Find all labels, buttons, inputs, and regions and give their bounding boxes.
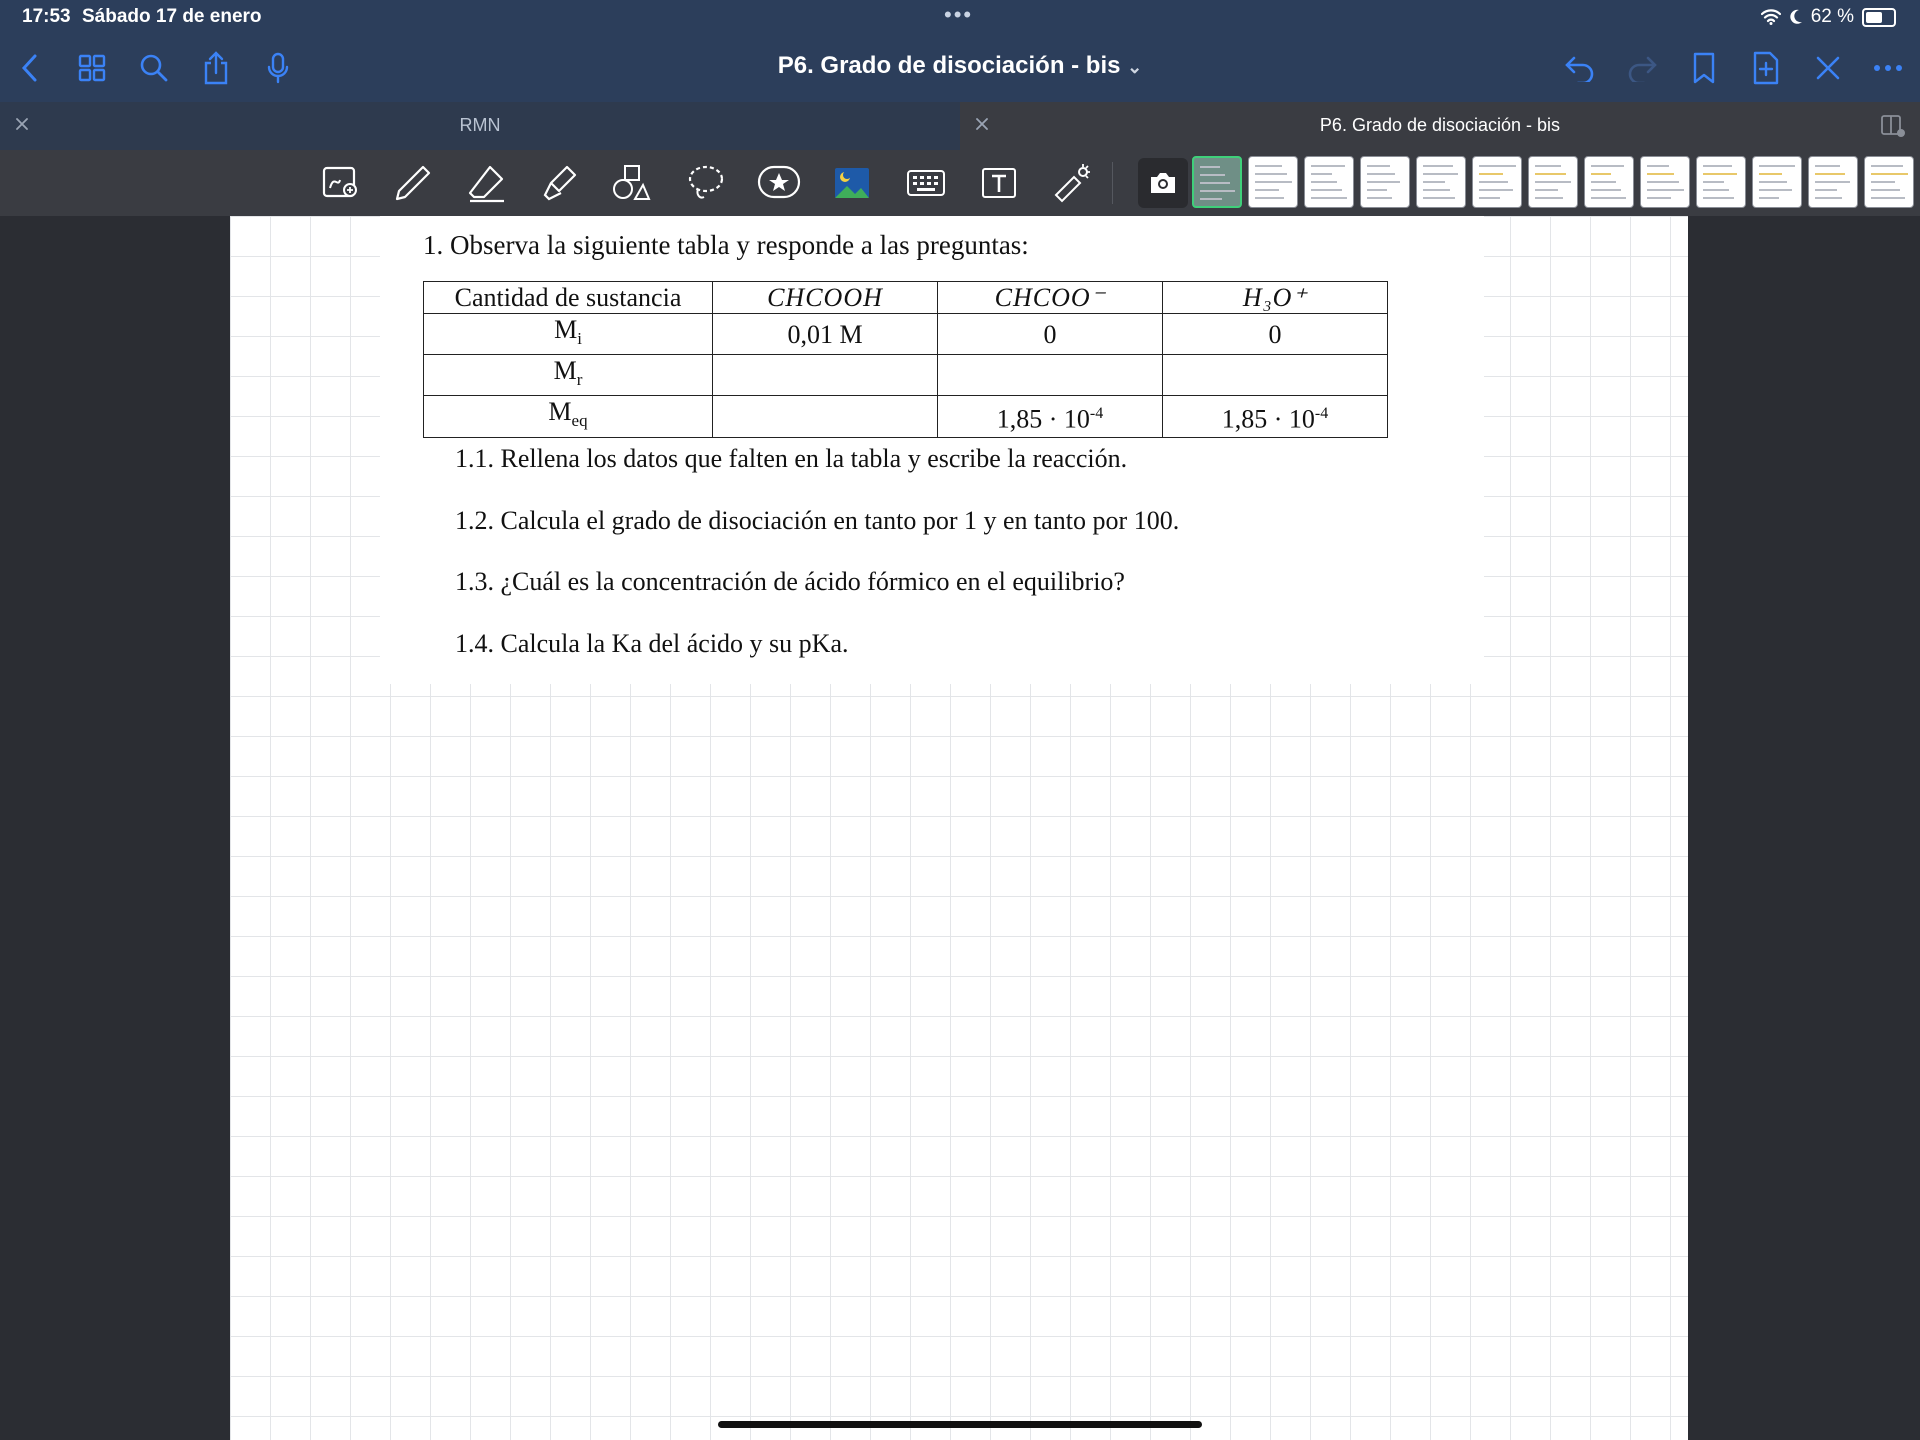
thumbnail-line <box>1759 197 1779 199</box>
home-indicator[interactable] <box>718 1421 1202 1428</box>
table-cell <box>1163 396 1388 437</box>
thumbnail-line <box>1200 190 1235 192</box>
bookmark-button[interactable] <box>1684 48 1724 88</box>
thumbnail-line <box>1815 165 1840 167</box>
row-label <box>424 396 713 437</box>
thumbnail-line <box>1311 197 1347 199</box>
keyboard-icon <box>906 169 946 197</box>
camera-icon <box>1148 171 1178 195</box>
thumbnail-line <box>1871 165 1903 167</box>
thumbnail-line <box>1759 189 1792 191</box>
tab-p6[interactable] <box>960 102 1920 150</box>
thumbnail-line <box>1815 173 1845 175</box>
thumbnail-line <box>1703 173 1737 175</box>
pen-icon <box>393 163 433 203</box>
star-sticker-icon <box>757 165 801 201</box>
status-bar <box>0 0 1920 34</box>
thumbnail-line <box>1703 165 1732 167</box>
row-label-sub: i <box>577 329 582 349</box>
thumbnail-line <box>1703 197 1734 199</box>
page-thumbnail[interactable] <box>1360 156 1410 208</box>
thumbnail-line <box>1591 165 1624 167</box>
thumbnail-line <box>1423 189 1450 191</box>
thumbnail-line <box>1759 181 1787 183</box>
question-title: 1. Observa la siguiente tabla y responde a las preguntas: <box>423 230 1029 260</box>
cell-exponent: -4 <box>1089 405 1104 423</box>
bookmark-icon <box>1692 52 1716 84</box>
row-label <box>424 355 713 396</box>
tab-rmn[interactable] <box>0 102 960 150</box>
more-button[interactable] <box>1868 48 1908 88</box>
thumbnail-line <box>1647 181 1679 183</box>
document-canvas <box>0 216 1920 1440</box>
split-view-icon[interactable] <box>1880 114 1906 138</box>
thumbnail-line <box>1535 173 1566 175</box>
page-thumbnail[interactable] <box>1696 156 1746 208</box>
thumbnail-line <box>1759 173 1782 175</box>
thumbnail-line <box>1367 197 1392 199</box>
thumbnail-line <box>1311 181 1337 183</box>
multitask-dots-icon[interactable]: ••• <box>944 2 974 27</box>
close-edit-button[interactable] <box>1808 48 1848 88</box>
thumbnail-line <box>1479 181 1508 183</box>
thumbnail-line <box>1535 197 1563 199</box>
page-thumbnail[interactable] <box>1248 156 1298 208</box>
thumbnail-line <box>1591 197 1626 199</box>
table-cell <box>1163 355 1388 396</box>
thumbnail-line <box>1815 197 1842 199</box>
thumbnail-line <box>1311 173 1332 175</box>
table-cell: 0 <box>1163 314 1388 355</box>
page-thumbnail[interactable] <box>1808 156 1858 208</box>
grid-view-button[interactable] <box>72 48 112 88</box>
table-cell <box>713 355 938 396</box>
toolbar-divider <box>1112 162 1113 204</box>
search-button[interactable] <box>134 48 174 88</box>
row-label-text: M <box>548 397 572 427</box>
ellipsis-icon <box>1873 64 1903 72</box>
thumbnail-line <box>1423 173 1458 175</box>
thumbnail-line <box>1871 189 1900 191</box>
status-right <box>1761 6 1896 28</box>
row-label-text: M <box>553 356 577 386</box>
subquestion-2: 1.2. Calcula el grado de disociación en tanto por 1 y en tanto por 100. <box>455 506 1180 535</box>
microphone-button[interactable] <box>258 48 298 88</box>
status-time: 17:53 <box>22 6 71 27</box>
table-row <box>424 355 1388 396</box>
eraser-icon <box>466 163 508 203</box>
thumbnail-line <box>1255 173 1287 175</box>
zoom-window-tool[interactable] <box>318 160 364 206</box>
document-page[interactable] <box>230 216 1688 1440</box>
chevron-left-icon <box>20 53 40 83</box>
subquestion-3: 1.3. ¿Cuál es la concentración de ácido fórmico en el equilibrio? <box>455 567 1125 596</box>
table-row <box>424 314 1388 355</box>
nav-bar <box>0 34 1920 102</box>
elements-tool[interactable] <box>756 160 802 206</box>
battery-fill <box>1866 12 1882 23</box>
thumbnail-line <box>1423 197 1455 199</box>
thumbnail-line <box>1200 182 1230 184</box>
camera-tool[interactable] <box>1138 158 1188 208</box>
thumbnail-line <box>1815 189 1837 191</box>
thumbnail-line <box>1367 189 1387 191</box>
undo-icon <box>1564 54 1596 82</box>
thumbnail-line <box>1591 189 1621 191</box>
row-label-text: M <box>554 315 578 344</box>
subquestion-1: 1.1. Rellena los datos que falten en la tabla y escribe la reacción. <box>455 444 1128 473</box>
thumbnail-line <box>1367 181 1400 183</box>
thumbnail-line <box>1871 173 1908 175</box>
keyboard-tool[interactable] <box>903 160 949 206</box>
row-label-sub: r <box>576 370 583 390</box>
page-thumbnail[interactable] <box>1416 156 1466 208</box>
thumbnail-line <box>1703 181 1724 183</box>
thumbnail-line <box>1200 166 1220 168</box>
laser-pointer-icon <box>1052 163 1092 203</box>
image-tool[interactable] <box>829 160 875 206</box>
search-icon <box>139 53 169 83</box>
thumbnail-line <box>1479 189 1513 191</box>
eraser-tool[interactable] <box>464 160 510 206</box>
page-thumbnail[interactable] <box>1584 156 1634 208</box>
wifi-icon <box>1761 9 1781 25</box>
redo-button[interactable] <box>1622 48 1662 88</box>
text-tool[interactable] <box>976 160 1022 206</box>
zoom-window-icon <box>322 166 360 200</box>
moon-icon <box>1789 9 1803 25</box>
pdf-content <box>380 216 1484 684</box>
table-header-row <box>424 282 1388 314</box>
undo-button[interactable] <box>1560 48 1600 88</box>
microphone-icon <box>266 52 290 84</box>
page-thumbnail[interactable] <box>1640 156 1690 208</box>
table-header: Cantidad de sustancia <box>424 282 713 314</box>
thumbnail-line <box>1255 165 1282 167</box>
page-thumbnail[interactable] <box>1192 156 1242 208</box>
thumbnail-line <box>1423 165 1453 167</box>
page-thumbnail[interactable] <box>1304 156 1354 208</box>
highlighter-icon <box>539 163 579 203</box>
thumbnail-line <box>1255 181 1292 183</box>
thumbnail-line <box>1647 173 1674 175</box>
title-chevron-icon[interactable]: ⌄ <box>1127 57 1143 77</box>
battery-percent: 62 % <box>1810 6 1854 27</box>
thumbnail-line <box>1647 189 1684 191</box>
back-button[interactable] <box>10 48 50 88</box>
table-header: CHCOO⁻ <box>938 282 1163 314</box>
thumbnail-line <box>1647 197 1671 199</box>
status-date: Sábado 17 de enero <box>82 6 262 27</box>
thumbnail-line <box>1255 189 1279 191</box>
battery-icon <box>1862 8 1896 27</box>
grid-icon <box>78 54 106 82</box>
row-label <box>424 314 713 355</box>
annotation-toolbar <box>0 150 1920 216</box>
thumbnail-line <box>1535 189 1558 191</box>
share-button[interactable] <box>196 48 236 88</box>
page-thumbnail[interactable] <box>1864 156 1914 208</box>
text-box-icon <box>980 166 1018 200</box>
table-header: H₃O⁺ <box>1163 282 1388 314</box>
thumbnail-line <box>1479 173 1503 175</box>
thumbnail-line <box>1479 165 1516 167</box>
cell-value: 1,85 · 10 <box>996 404 1090 434</box>
tab-label: RMN <box>459 115 501 135</box>
laser-pointer-tool[interactable] <box>1049 160 1095 206</box>
thumbnail-line <box>1591 181 1616 183</box>
add-page-button[interactable] <box>1746 48 1786 88</box>
tab-bar <box>0 102 1920 150</box>
share-icon <box>202 51 230 85</box>
thumbnail-line <box>1479 197 1500 199</box>
thumbnail-line <box>1367 173 1395 175</box>
thumbnail-line <box>1311 189 1342 191</box>
thumbnail-line <box>1871 197 1905 199</box>
redo-icon <box>1626 54 1658 82</box>
thumbnail-line <box>1200 198 1222 200</box>
thumbnail-line <box>1759 165 1795 167</box>
table-row <box>424 396 1388 437</box>
document-title-text[interactable]: P6. Grado de disociación - bis <box>777 52 1121 79</box>
thumbnail-line <box>1200 174 1225 176</box>
thumbnail-line <box>1367 165 1390 167</box>
lasso-icon <box>686 163 726 203</box>
thumbnail-line <box>1647 165 1669 167</box>
add-page-icon <box>1752 51 1780 85</box>
pen-tool[interactable] <box>390 160 436 206</box>
thumbnail-line <box>1815 181 1850 183</box>
shapes-icon <box>611 163 651 203</box>
row-label-sub: eq <box>571 411 588 431</box>
pen-cross-icon <box>1814 54 1842 82</box>
tab-label: P6. Grado de disociación - bis <box>1319 115 1561 135</box>
page-thumbnails <box>1192 156 1920 210</box>
page-thumbnail[interactable] <box>1528 156 1578 208</box>
thumbnail-line <box>1311 165 1345 167</box>
data-table <box>423 281 1388 438</box>
table-cell: 0 <box>938 314 1163 355</box>
table-cell: 0,01 M <box>713 314 938 355</box>
thumbnail-line <box>1535 165 1561 167</box>
table-header: CHCOOH <box>713 282 938 314</box>
table-cell <box>938 355 1163 396</box>
subquestion-4: 1.4. Calcula la Ka del ácido y su pKa. <box>455 629 849 658</box>
highlighter-tool[interactable] <box>536 160 582 206</box>
shapes-tool[interactable] <box>608 160 654 206</box>
thumbnail-line <box>1591 173 1611 175</box>
table-cell <box>713 396 938 437</box>
thumbnail-line <box>1255 197 1284 199</box>
thumbnail-line <box>1871 181 1895 183</box>
lasso-tool[interactable] <box>683 160 729 206</box>
page-thumbnail[interactable] <box>1472 156 1522 208</box>
cell-exponent: -4 <box>1314 405 1329 423</box>
thumbnail-line <box>1703 189 1729 191</box>
page-thumbnail[interactable] <box>1752 156 1802 208</box>
cell-value: 1,85 · 10 <box>1221 404 1315 434</box>
table-cell <box>938 396 1163 437</box>
thumbnail-line <box>1423 181 1445 183</box>
image-icon <box>834 167 870 199</box>
thumbnail-line <box>1535 181 1571 183</box>
